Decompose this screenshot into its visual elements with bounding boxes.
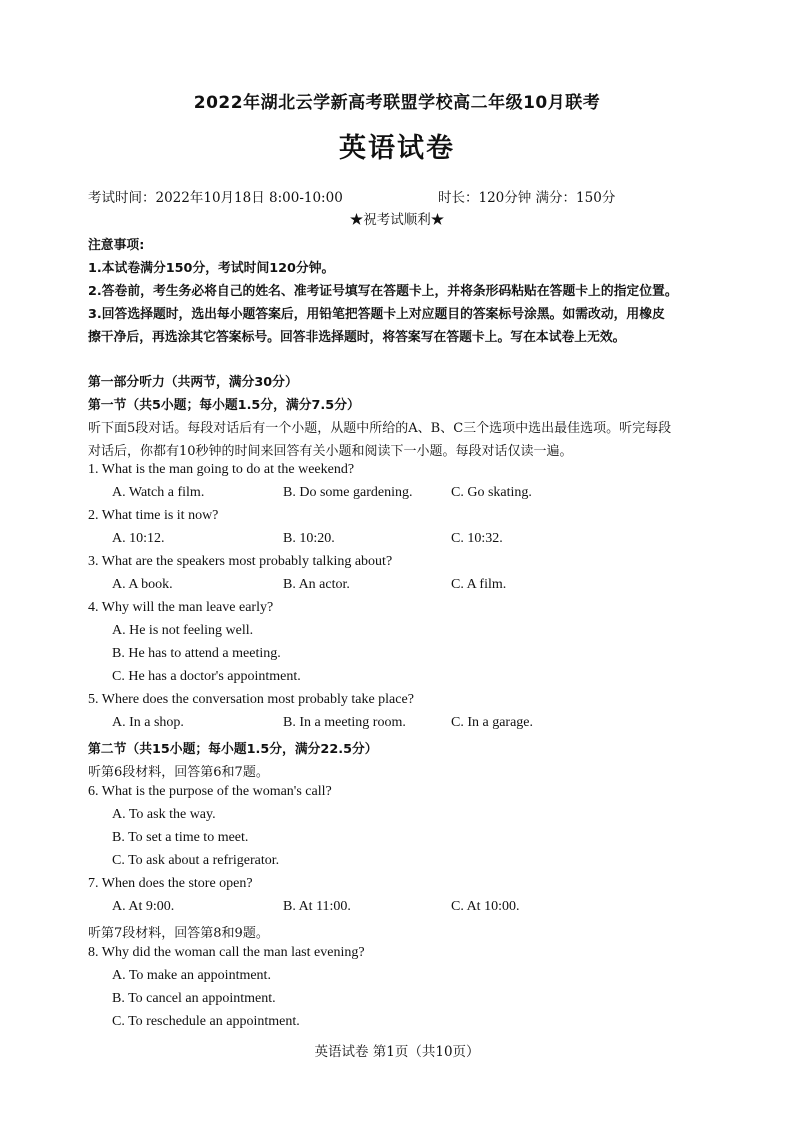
note-item-3: 3.回答选择题时，选出每小题答案后，用铅笔把答题卡上对应题目的答案标号涂黑。如需改动，用橡皮 [88,307,665,322]
q6-option-a: A. To ask the way. [112,807,216,822]
material-7-instruction: 听第7段材料，回答第8和9题。 [88,926,269,941]
q8-option-a: A. To make an appointment. [112,968,271,983]
q2-option-b: B. 10:20. [283,531,335,546]
note-item-3-cont: 擦干净后，再选涂其它答案标号。回答非选择题时，将答案写在答题卡上。写在本试卷上无效。 [88,330,626,345]
q1-option-b: B. Do some gardening. [283,485,413,500]
section1-instructions-2: 对话后，你都有10秒钟的时间来回答有关小题和阅读下一小题。每段对话仅读一遍。 [88,444,573,459]
q4-option-a: A. He is not feeling well. [112,623,254,638]
q7-option-a: A. At 9:00. [112,899,175,914]
q2-option-a: A. 10:12. [112,531,165,546]
question-7: 7. When does the store open? [88,876,253,891]
q7-option-c: C. At 10:00. [451,899,520,914]
q4-option-b: B. He has to attend a meeting. [112,646,281,661]
q5-option-b: B. In a meeting room. [283,715,406,730]
note-item-2: 2.答卷前，考生务必将自己的姓名、准考证号填写在答题卡上，并将条形码粘贴在答题卡上的指定位置。 [88,284,678,299]
section1-title: 第一节（共5小题；每小题1.5分，满分7.5分） [88,398,360,413]
notes-heading: 注意事项: [88,238,145,253]
q7-option-b: B. At 11:00. [283,899,351,914]
q1-option-c: C. Go skating. [451,485,532,500]
exam-title: 2022年湖北云学新高考联盟学校高二年级10月联考 [193,93,601,113]
exam-time: 考试时间：2022年10月18日 8:00-10:00 [88,190,343,206]
question-5: 5. Where does the conversation most probably take place? [88,692,414,707]
question-4: 4. Why will the man leave early? [88,600,274,615]
duration-score: 时长：120分钟 满分：150分 [438,190,616,206]
q3-option-c: C. A film. [451,577,507,592]
good-luck-wish: ★祝考试顺利★ [349,212,445,228]
q3-option-a: A. A book. [112,577,173,592]
q3-option-b: B. An actor. [283,577,350,592]
part1-title: 第一部分听力（共两节，满分30分） [88,375,298,390]
material-6-instruction: 听第6段材料，回答第6和7题。 [88,765,269,780]
question-3: 3. What are the speakers most probably talking about? [88,554,393,569]
question-8: 8. Why did the woman call the man last evening? [88,945,365,960]
question-2: 2. What time is it now? [88,508,219,523]
section1-instructions-1: 听下面5段对话。每段对话后有一个小题，从题中所给的A、B、C三个选项中选出最佳选项。听完每段 [88,421,672,436]
q8-option-c: C. To reschedule an appointment. [112,1014,300,1029]
question-1: 1. What is the man going to do at the weekend? [88,462,355,477]
q6-option-c: C. To ask about a refrigerator. [112,853,280,868]
question-6: 6. What is the purpose of the woman's call? [88,784,332,799]
q5-option-c: C. In a garage. [451,715,534,730]
section2-title: 第二节（共15小题；每小题1.5分，满分22.5分） [88,742,378,757]
subject-title: 英语试卷 [339,133,455,164]
q1-option-a: A. Watch a film. [112,485,205,500]
q6-option-b: B. To set a time to meet. [112,830,249,845]
page-footer: 英语试卷 第1页（共10页） [314,1044,480,1060]
q5-option-a: A. In a shop. [112,715,184,730]
q4-option-c: C. He has a doctor's appointment. [112,669,301,684]
note-item-1: 1.本试卷满分150分，考试时间120分钟。 [88,261,335,276]
q8-option-b: B. To cancel an appointment. [112,991,276,1006]
q2-option-c: C. 10:32. [451,531,503,546]
